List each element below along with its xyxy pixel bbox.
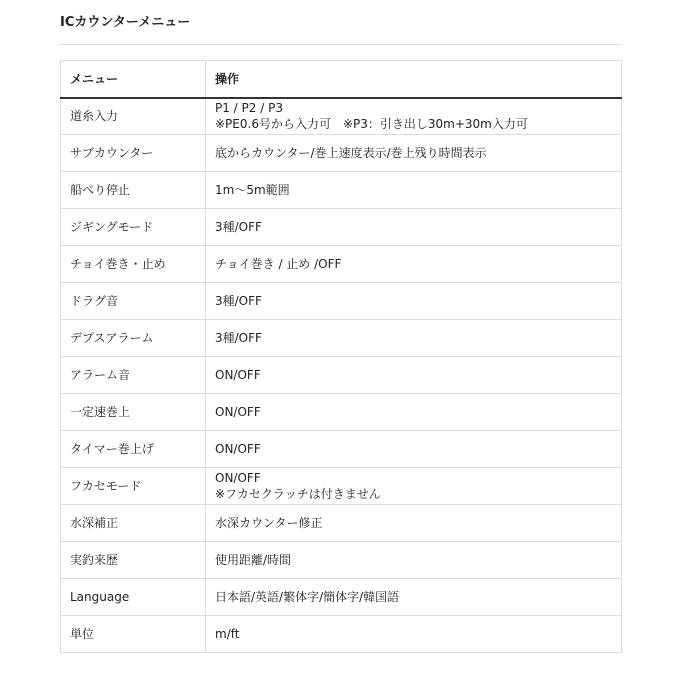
menu-name-cell: 実釣来歴: [61, 542, 206, 579]
operation-note: ※フカセクラッチは付きません: [215, 487, 381, 501]
operation-text: ON/OFF: [215, 368, 261, 382]
menu-name-cell: デプスアラーム: [61, 320, 206, 357]
operation-cell: [206, 505, 622, 542]
table-row: [61, 283, 622, 320]
operation-text: チョイ巻き / 止め /OFF: [215, 257, 342, 271]
title-divider: [60, 44, 621, 45]
table-row: [61, 135, 622, 172]
table-row: [61, 98, 622, 135]
operation-text: 3種/OFF: [215, 220, 262, 234]
menu-name-cell: サブカウンター: [61, 135, 206, 172]
menu-name-cell: 道糸入力: [61, 98, 206, 135]
operation-cell: [206, 579, 622, 616]
table-row: [61, 394, 622, 431]
operation-text: 3種/OFF: [215, 294, 262, 308]
operation-cell: [206, 283, 622, 320]
operation-cell: [206, 431, 622, 468]
operation-text: 1m〜5m範囲: [215, 183, 290, 197]
menu-name-cell: ジギングモード: [61, 209, 206, 246]
operation-cell: [206, 542, 622, 579]
operation-text: ON/OFF: [215, 442, 261, 456]
operation-cell: [206, 616, 622, 653]
operation-text: 底からカウンター/巻上速度表示/巻上残り時間表示: [215, 146, 487, 160]
table-row: [61, 505, 622, 542]
menu-name-cell: 単位: [61, 616, 206, 653]
operation-cell: [206, 135, 622, 172]
operation-text: P1 / P2 / P3: [215, 101, 283, 116]
operation-text: 使用距離/時間: [215, 553, 292, 567]
table-body: [61, 98, 622, 653]
table-row: [61, 431, 622, 468]
table-row: [61, 320, 622, 357]
table-row: [61, 542, 622, 579]
operation-cell: [206, 320, 622, 357]
operation-text: m/ft: [215, 627, 240, 641]
operation-cell: [206, 394, 622, 431]
operation-cell: [206, 246, 622, 283]
table-row: [61, 468, 622, 505]
table-row: [61, 246, 622, 283]
operation-cell: [206, 468, 622, 505]
menu-name-cell: Language: [61, 579, 206, 616]
operation-cell: [206, 172, 622, 209]
menu-name-cell: タイマー巻上げ: [61, 431, 206, 468]
menu-table: [60, 60, 622, 653]
operation-text: 水深カウンター修正: [215, 516, 323, 530]
menu-name-cell: フカセモード: [61, 468, 206, 505]
menu-name-cell: チョイ巻き・止め: [61, 246, 206, 283]
operation-cell: [206, 98, 622, 135]
menu-name-cell: アラーム音: [61, 357, 206, 394]
operation-cell: [206, 357, 622, 394]
table-row: [61, 172, 622, 209]
table-row: [61, 357, 622, 394]
page-title: ICカウンターメニュー: [60, 15, 191, 30]
table-header-row: [61, 61, 622, 98]
operation-text: ON/OFF: [215, 405, 261, 419]
table-row: [61, 616, 622, 653]
operation-text: 日本語/英語/繁体字/簡体字/韓国語: [215, 590, 400, 604]
menu-name-cell: ドラグ音: [61, 283, 206, 320]
menu-name-cell: 一定速巻上: [61, 394, 206, 431]
column-header-menu: メニュー: [61, 61, 206, 98]
table-row: [61, 209, 622, 246]
operation-text: 3種/OFF: [215, 331, 262, 345]
table-row: [61, 579, 622, 616]
menu-name-cell: 水深補正: [61, 505, 206, 542]
operation-text: ON/OFF: [215, 471, 261, 485]
menu-name-cell: 船べり停止: [61, 172, 206, 209]
operation-note: ※PE0.6号から入力可 ※P3：引き出し30m+30m入力可: [215, 117, 528, 132]
operation-cell: [206, 209, 622, 246]
column-header-operation: 操作: [206, 61, 622, 98]
